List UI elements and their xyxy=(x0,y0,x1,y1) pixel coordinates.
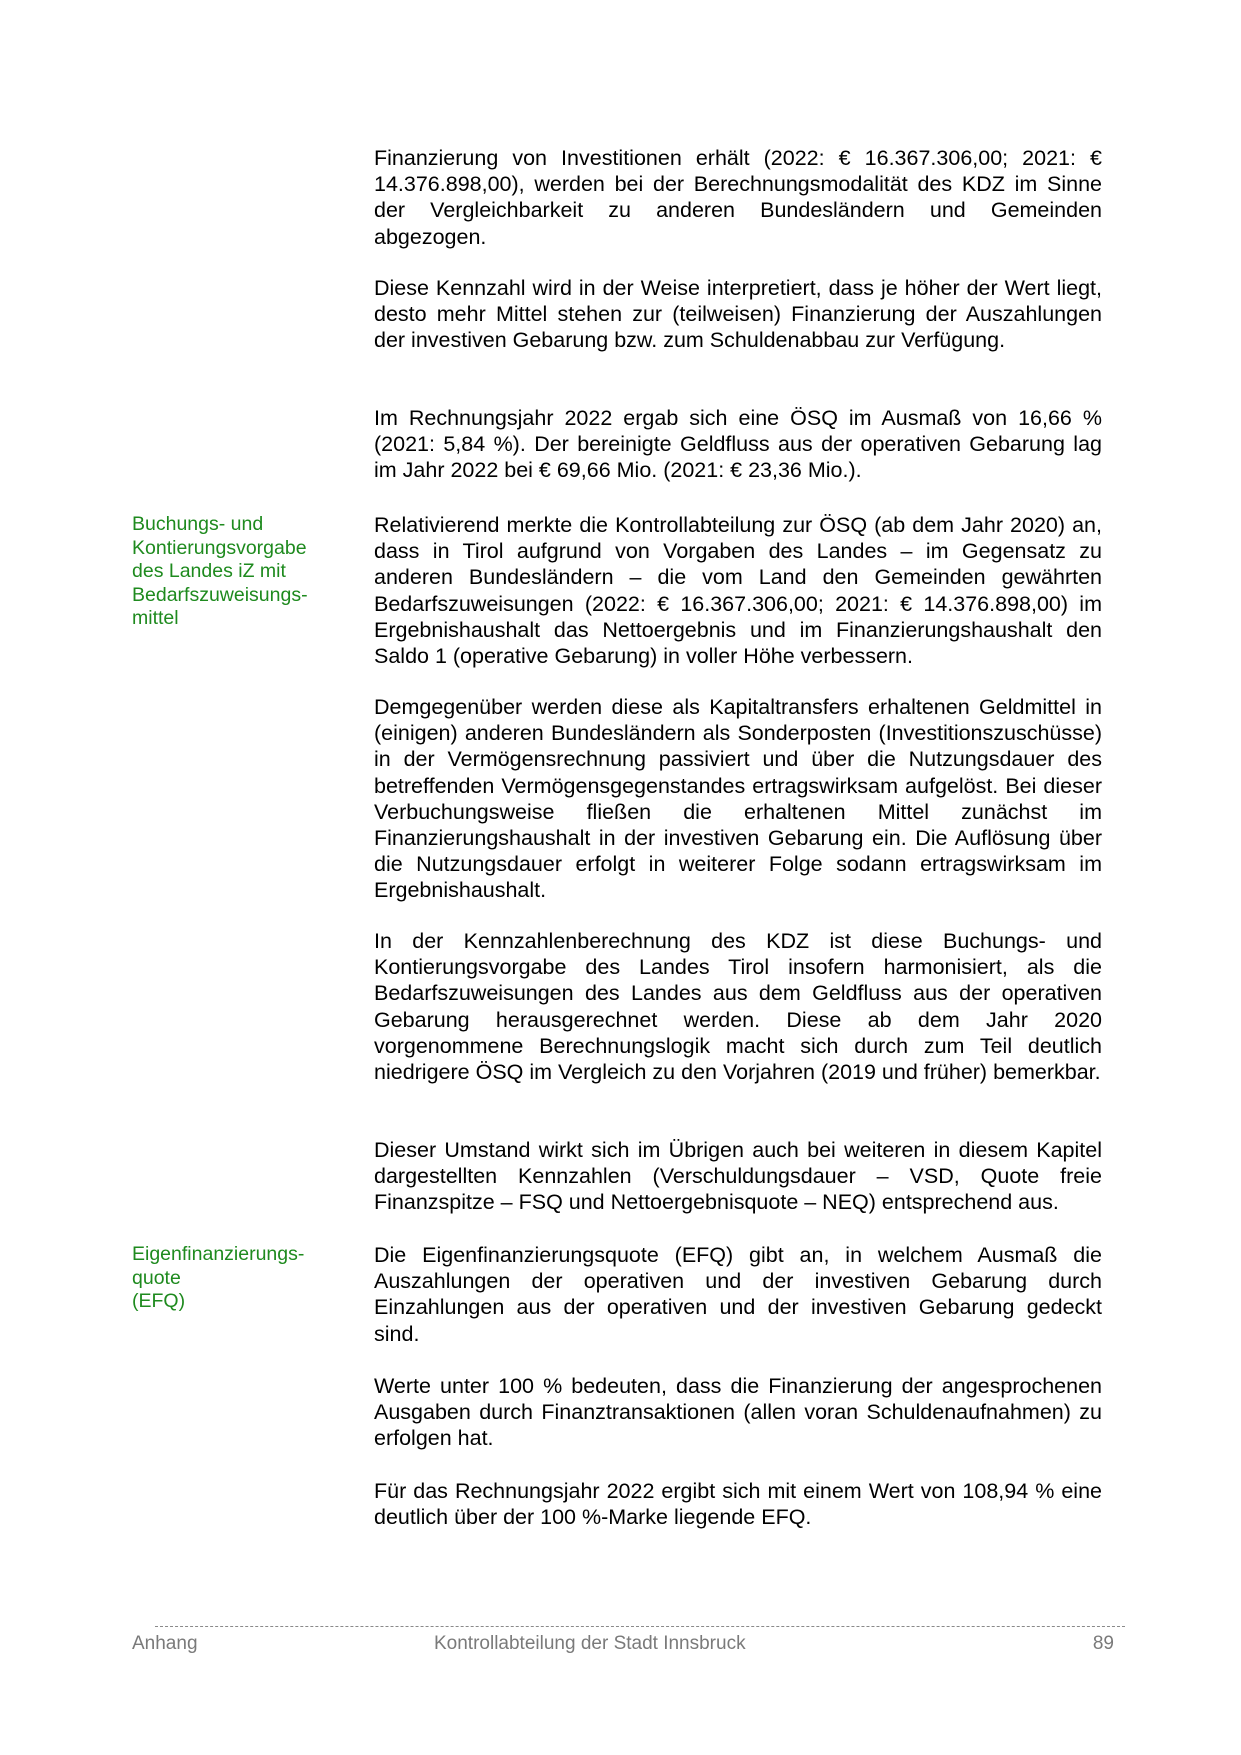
margin-note-line: Bedarfszuweisungs- xyxy=(132,583,308,606)
paragraph-efq-definition: Die Eigenfinanzierungsquote (EFQ) gibt an, in welchem Ausmaß die Auszahlungen der operativen und der investiven Gebarung durch Einzahlungen aus der operativen und der investiven Gebarung gedeckt sind. xyxy=(374,1243,1102,1346)
margin-note-line: quote xyxy=(132,1266,181,1289)
margin-note-line: Eigenfinanzierungs- xyxy=(132,1243,305,1265)
paragraph-efq-2022: Für das Rechnungsjahr 2022 ergibt sich mit einem Wert von 108,94 % eine deutlich über der 100 %-Marke liegende EFQ. xyxy=(374,1479,1102,1530)
paragraph-demgegenueber: Demgegenüber werden diese als Kapitaltransfers erhaltenen Geldmittel in (einigen) anderen Bundesländern als Sonderposten (Investitionszuschüsse) in der Vermögensrechnung passiviert und über die Nutzungsdauer des betreffenden Vermögensgegenstandes ertragswirksam aufgelöst. Bei dieser Verbuchungsweise fließen die erhaltenen Mittel zunächst im Finanzierungshaushalt in der investiven Gebarung ein. Die Auflösung über die Nutzungsdauer erfolgt in weiterer Folge sodann ertragswirksam im Ergebnishaushalt. xyxy=(374,695,1102,903)
margin-note-efq xyxy=(132,1243,332,1314)
margin-note-line: mittel xyxy=(132,607,179,630)
paragraph-investitionen: Finanzierung von Investitionen erhält (2022: € 16.367.306,00; 2021: € 14.376.898,00), werden bei der Berechnungsmodalität des KDZ im Sinne der Vergleichbarkeit zu anderen Bundesländern und Gemeinden abgezogen. xyxy=(374,146,1102,249)
paragraph-kennzahl-interpretation: Diese Kennzahl wird in der Weise interpretiert, dass je höher der Wert liegt, desto mehr Mittel stehen zur (teilweisen) Finanzierung der Auszahlungen der investiven Gebarung bzw. zum Schuldenabbau zur Verfügung. xyxy=(374,276,1102,353)
footer-divider xyxy=(155,1626,1125,1627)
paragraph-kennzahlenberechnung: In der Kennzahlenberechnung des KDZ ist diese Buchungs- und Kontierungsvorgabe des Landes Tirol insofern harmonisiert, als die Bedarfszuweisungen des Landes aus dem Geldfluss aus der operativen Gebarung herausgerechnet werden. Diese ab dem Jahr 2020 vorgenommene Berechnungslogik macht sich durch zum Teil deutlich niedrigere ÖSQ im Vergleich zu den Vorjahren (2019 und früher) bemerkbar. xyxy=(374,929,1102,1085)
paragraph-werte-unter-100: Werte unter 100 % bedeuten, dass die Finanzierung der angesprochenen Ausgaben durch Finanztransaktionen (allen voran Schuldenaufnahmen) zu erfolgen hat. xyxy=(374,1374,1102,1451)
margin-note-line: Buchungs- und xyxy=(132,513,264,535)
footer-section: Anhang xyxy=(132,1633,198,1654)
margin-note-line: (EFQ) xyxy=(132,1290,186,1313)
page-number: 89 xyxy=(1092,1633,1114,1654)
margin-note-line: des Landes iZ mit xyxy=(132,560,286,583)
paragraph-umstand: Dieser Umstand wirkt sich im Übrigen auch bei weiteren in diesem Kapitel dargestellten Kennzahlen (Verschuldungsdauer – VSD, Quote freie Finanzspitze – FSQ und Nettoergebnisquote – NEQ) entsprechend aus. xyxy=(374,1138,1102,1215)
margin-note-buchungsvorgabe xyxy=(132,513,332,631)
paragraph-oesq-2022: Im Rechnungsjahr 2022 ergab sich eine ÖSQ im Ausmaß von 16,66 % (2021: 5,84 %). Der bereinigte Geldfluss aus der operativen Gebarung lag im Jahr 2022 bei € 69,66 Mio. (2021: € 23,36 Mio.). xyxy=(374,406,1102,483)
paragraph-relativierend: Relativierend merkte die Kontrollabteilung zur ÖSQ (ab dem Jahr 2020) an, dass in Tirol aufgrund von Vorgaben des Landes – im Gegensatz zu anderen Bundesländern – die vom Land den Gemeinden gewährten Bedarfszuweisungen (2022: € 16.367.306,00; 2021: € 14.376.898,00) im Ergebnishaushalt das Nettoergebnis und im Finanzierungshaushalt den Saldo 1 (operative Gebarung) in voller Höhe verbessern. xyxy=(374,513,1102,669)
footer-organization: Kontrollabteilung der Stadt Innsbruck xyxy=(434,1633,746,1654)
margin-note-line: Kontierungsvorgabe xyxy=(132,536,307,559)
